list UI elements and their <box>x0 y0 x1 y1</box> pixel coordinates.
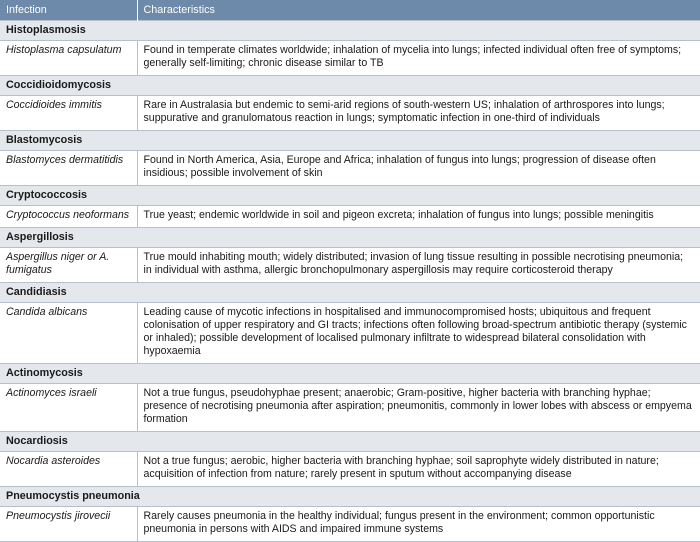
characteristics-cell: True yeast; endemic worldwide in soil and pigeon excreta; inhalation of fungus into lungs; possible meningitis <box>137 206 700 228</box>
group-heading: Histoplasmosis <box>0 21 700 41</box>
table-row <box>0 96 700 131</box>
table-row <box>0 507 700 542</box>
group-heading: Nocardiosis <box>0 432 700 452</box>
table-row <box>0 206 700 228</box>
characteristics-cell: Leading cause of mycotic infections in hospitalised and immunocompromised hosts; ubiquitous and frequent colonisation of upper respiratory and GI tracts; infections often following broad-spectrum antibiotic therapy (systemic or inhaled); possible development of localised pulmonary infiltrate to widespread bilateral consolidation with hypoxaemia <box>137 303 700 364</box>
table-row <box>0 303 700 364</box>
group-heading-row <box>0 21 700 41</box>
organism-cell: Pneumocystis jirovecii <box>0 507 137 542</box>
group-heading: Blastomycosis <box>0 131 700 151</box>
group-heading-row <box>0 131 700 151</box>
group-heading-row <box>0 283 700 303</box>
table-row <box>0 41 700 76</box>
group-heading-row <box>0 487 700 507</box>
characteristics-cell: Found in North America, Asia, Europe and Africa; inhalation of fungus into lungs; progression of disease often insidious; possible involvement of skin <box>137 151 700 186</box>
group-heading: Actinomycosis <box>0 364 700 384</box>
characteristics-cell: Found in temperate climates worldwide; inhalation of mycelia into lungs; infected individual often free of symptoms; generally self-limiting; chronic disease similar to TB <box>137 41 700 76</box>
group-heading-row <box>0 364 700 384</box>
organism-cell: Cryptococcus neoformans <box>0 206 137 228</box>
table-row <box>0 384 700 432</box>
characteristics-cell: True mould inhabiting mouth; widely distributed; invasion of lung tissue resulting in possible necrotising pneumonia; in individual with asthma, allergic bronchopulmonary aspergillosis may require corticosteroid therapy <box>137 248 700 283</box>
organism-cell: Blastomyces dermatitidis <box>0 151 137 186</box>
characteristics-cell: Rare in Australasia but endemic to semi-arid regions of south-western US; inhalation of arthrospores into lungs; suppurative and granulomatous reaction in lungs; symptomatic infection in one-third of individuals <box>137 96 700 131</box>
group-heading: Pneumocystis pneumonia <box>0 487 700 507</box>
group-heading-row <box>0 76 700 96</box>
organism-cell: Nocardia asteroides <box>0 452 137 487</box>
header-characteristics: Characteristics <box>137 0 700 21</box>
group-heading-row <box>0 186 700 206</box>
group-heading: Candidiasis <box>0 283 700 303</box>
table-row <box>0 151 700 186</box>
table-row <box>0 248 700 283</box>
group-heading: Coccidioidomycosis <box>0 76 700 96</box>
group-heading-row <box>0 228 700 248</box>
group-heading: Aspergillosis <box>0 228 700 248</box>
organism-cell: Candida albicans <box>0 303 137 364</box>
organism-cell: Histoplasma capsulatum <box>0 41 137 76</box>
organism-cell: Aspergillus niger or A. fumigatus <box>0 248 137 283</box>
table-row <box>0 452 700 487</box>
group-heading: Cryptococcosis <box>0 186 700 206</box>
header-infection: Infection <box>0 0 137 21</box>
characteristics-cell: Not a true fungus; aerobic, higher bacteria with branching hyphae; soil saprophyte widely distributed in nature; acquisition of infection from nature; rarely present in sputum without accompanying disease <box>137 452 700 487</box>
organism-cell: Actinomyces israeli <box>0 384 137 432</box>
characteristics-cell: Rarely causes pneumonia in the healthy individual; fungus present in the environment; common opportunistic pneumonia in persons with AIDS and impaired immune systems <box>137 507 700 542</box>
header-row <box>0 0 700 21</box>
characteristics-cell: Not a true fungus, pseudohyphae present; anaerobic; Gram-positive, higher bacteria with branching hyphae; presence of necrotising pneumonia after aspiration; pneumonitis, commonly in lower lobes with abscess or empyema formation <box>137 384 700 432</box>
organism-cell: Coccidioides immitis <box>0 96 137 131</box>
group-heading-row <box>0 432 700 452</box>
